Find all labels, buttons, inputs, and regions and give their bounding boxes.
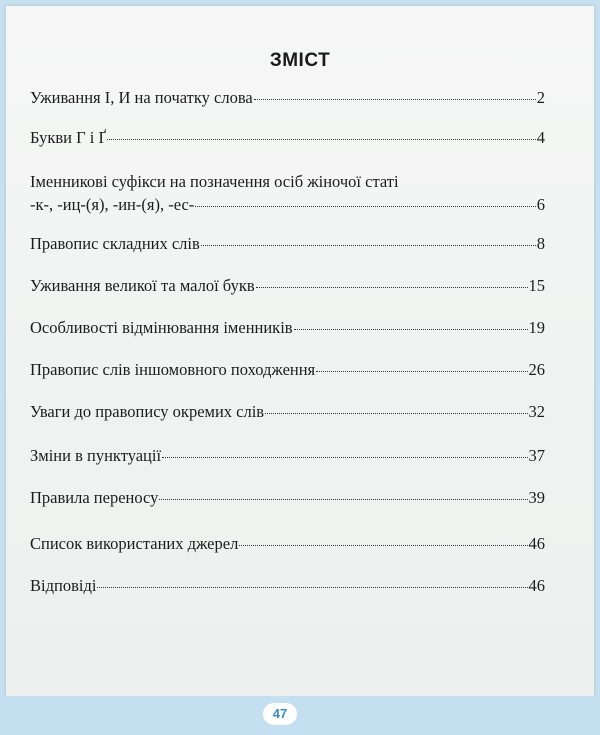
- toc-leader-dots: [107, 139, 536, 140]
- toc-entry: [30, 576, 545, 596]
- toc-leader-dots: [316, 371, 527, 372]
- toc-leader-dots: [256, 287, 528, 288]
- toc-entry-title: Уживання І, И на початку слова: [30, 88, 253, 107]
- toc-entry-title: Правопис складних слів: [30, 234, 200, 253]
- toc-entry: [30, 446, 545, 466]
- toc-entry-page: 46: [528, 576, 545, 595]
- toc-entry-page: 4: [536, 128, 545, 147]
- toc-entry-page: 8: [536, 234, 545, 253]
- toc-entry-page: 37: [528, 446, 545, 465]
- toc-entry: [30, 234, 545, 254]
- toc-leader-dots: [159, 499, 527, 500]
- toc-entry: [30, 488, 545, 508]
- footer-band: [0, 696, 600, 735]
- toc-entry-title: Особливості відмінювання іменників: [30, 318, 293, 337]
- toc-entry-title: Правила переносу: [30, 488, 159, 507]
- toc-entry: [30, 534, 545, 554]
- toc-entry: [30, 360, 545, 380]
- toc-leader-dots: [265, 413, 527, 414]
- toc-entry-title: Уваги до правопису окремих слів: [30, 402, 265, 421]
- toc-entry-page: 15: [528, 276, 545, 295]
- toc-leader-dots: [162, 457, 527, 458]
- toc-entry-page: 19: [528, 318, 545, 337]
- toc-entry-page: 39: [528, 488, 545, 507]
- toc-entry-page: 2: [536, 88, 545, 107]
- toc-entry-page: 26: [528, 360, 545, 379]
- toc-entry: [30, 318, 545, 338]
- toc-entry-title: Зміни в пунктуації: [30, 446, 162, 465]
- toc-entry-title: Список використаних джерел: [30, 534, 239, 553]
- toc-entry-title: Правопис слів іншомовного походження: [30, 360, 316, 379]
- toc-entry-title-line1: Іменникові суфікси на позначення осіб жіночої статі: [30, 172, 399, 191]
- toc-entry: [30, 128, 545, 148]
- toc-entry-title: Відповіді: [30, 576, 97, 595]
- toc-entry-title: Уживання великої та малої букв: [30, 276, 255, 295]
- toc-entry-page: 6: [536, 195, 545, 214]
- toc-leader-dots: [195, 206, 535, 207]
- page-number-badge: 47: [263, 703, 297, 725]
- toc-leader-dots: [294, 329, 528, 330]
- toc-leader-dots: [97, 587, 527, 588]
- toc-entry: [30, 172, 545, 215]
- toc-entry: [30, 402, 545, 422]
- toc-entry-page: 46: [528, 534, 545, 553]
- toc-entry-page: 32: [528, 402, 545, 421]
- page-title: ЗМІСТ: [269, 50, 331, 71]
- toc-entry: [30, 276, 545, 296]
- toc-entry-title: -к-, -иц-(я), -ин-(я), -ес-: [30, 195, 195, 214]
- toc-entry: [30, 88, 545, 108]
- toc-leader-dots: [201, 245, 536, 246]
- toc-leader-dots: [254, 99, 536, 100]
- toc-leader-dots: [239, 545, 527, 546]
- toc-entry-title: Букви Г і Ґ: [30, 128, 106, 147]
